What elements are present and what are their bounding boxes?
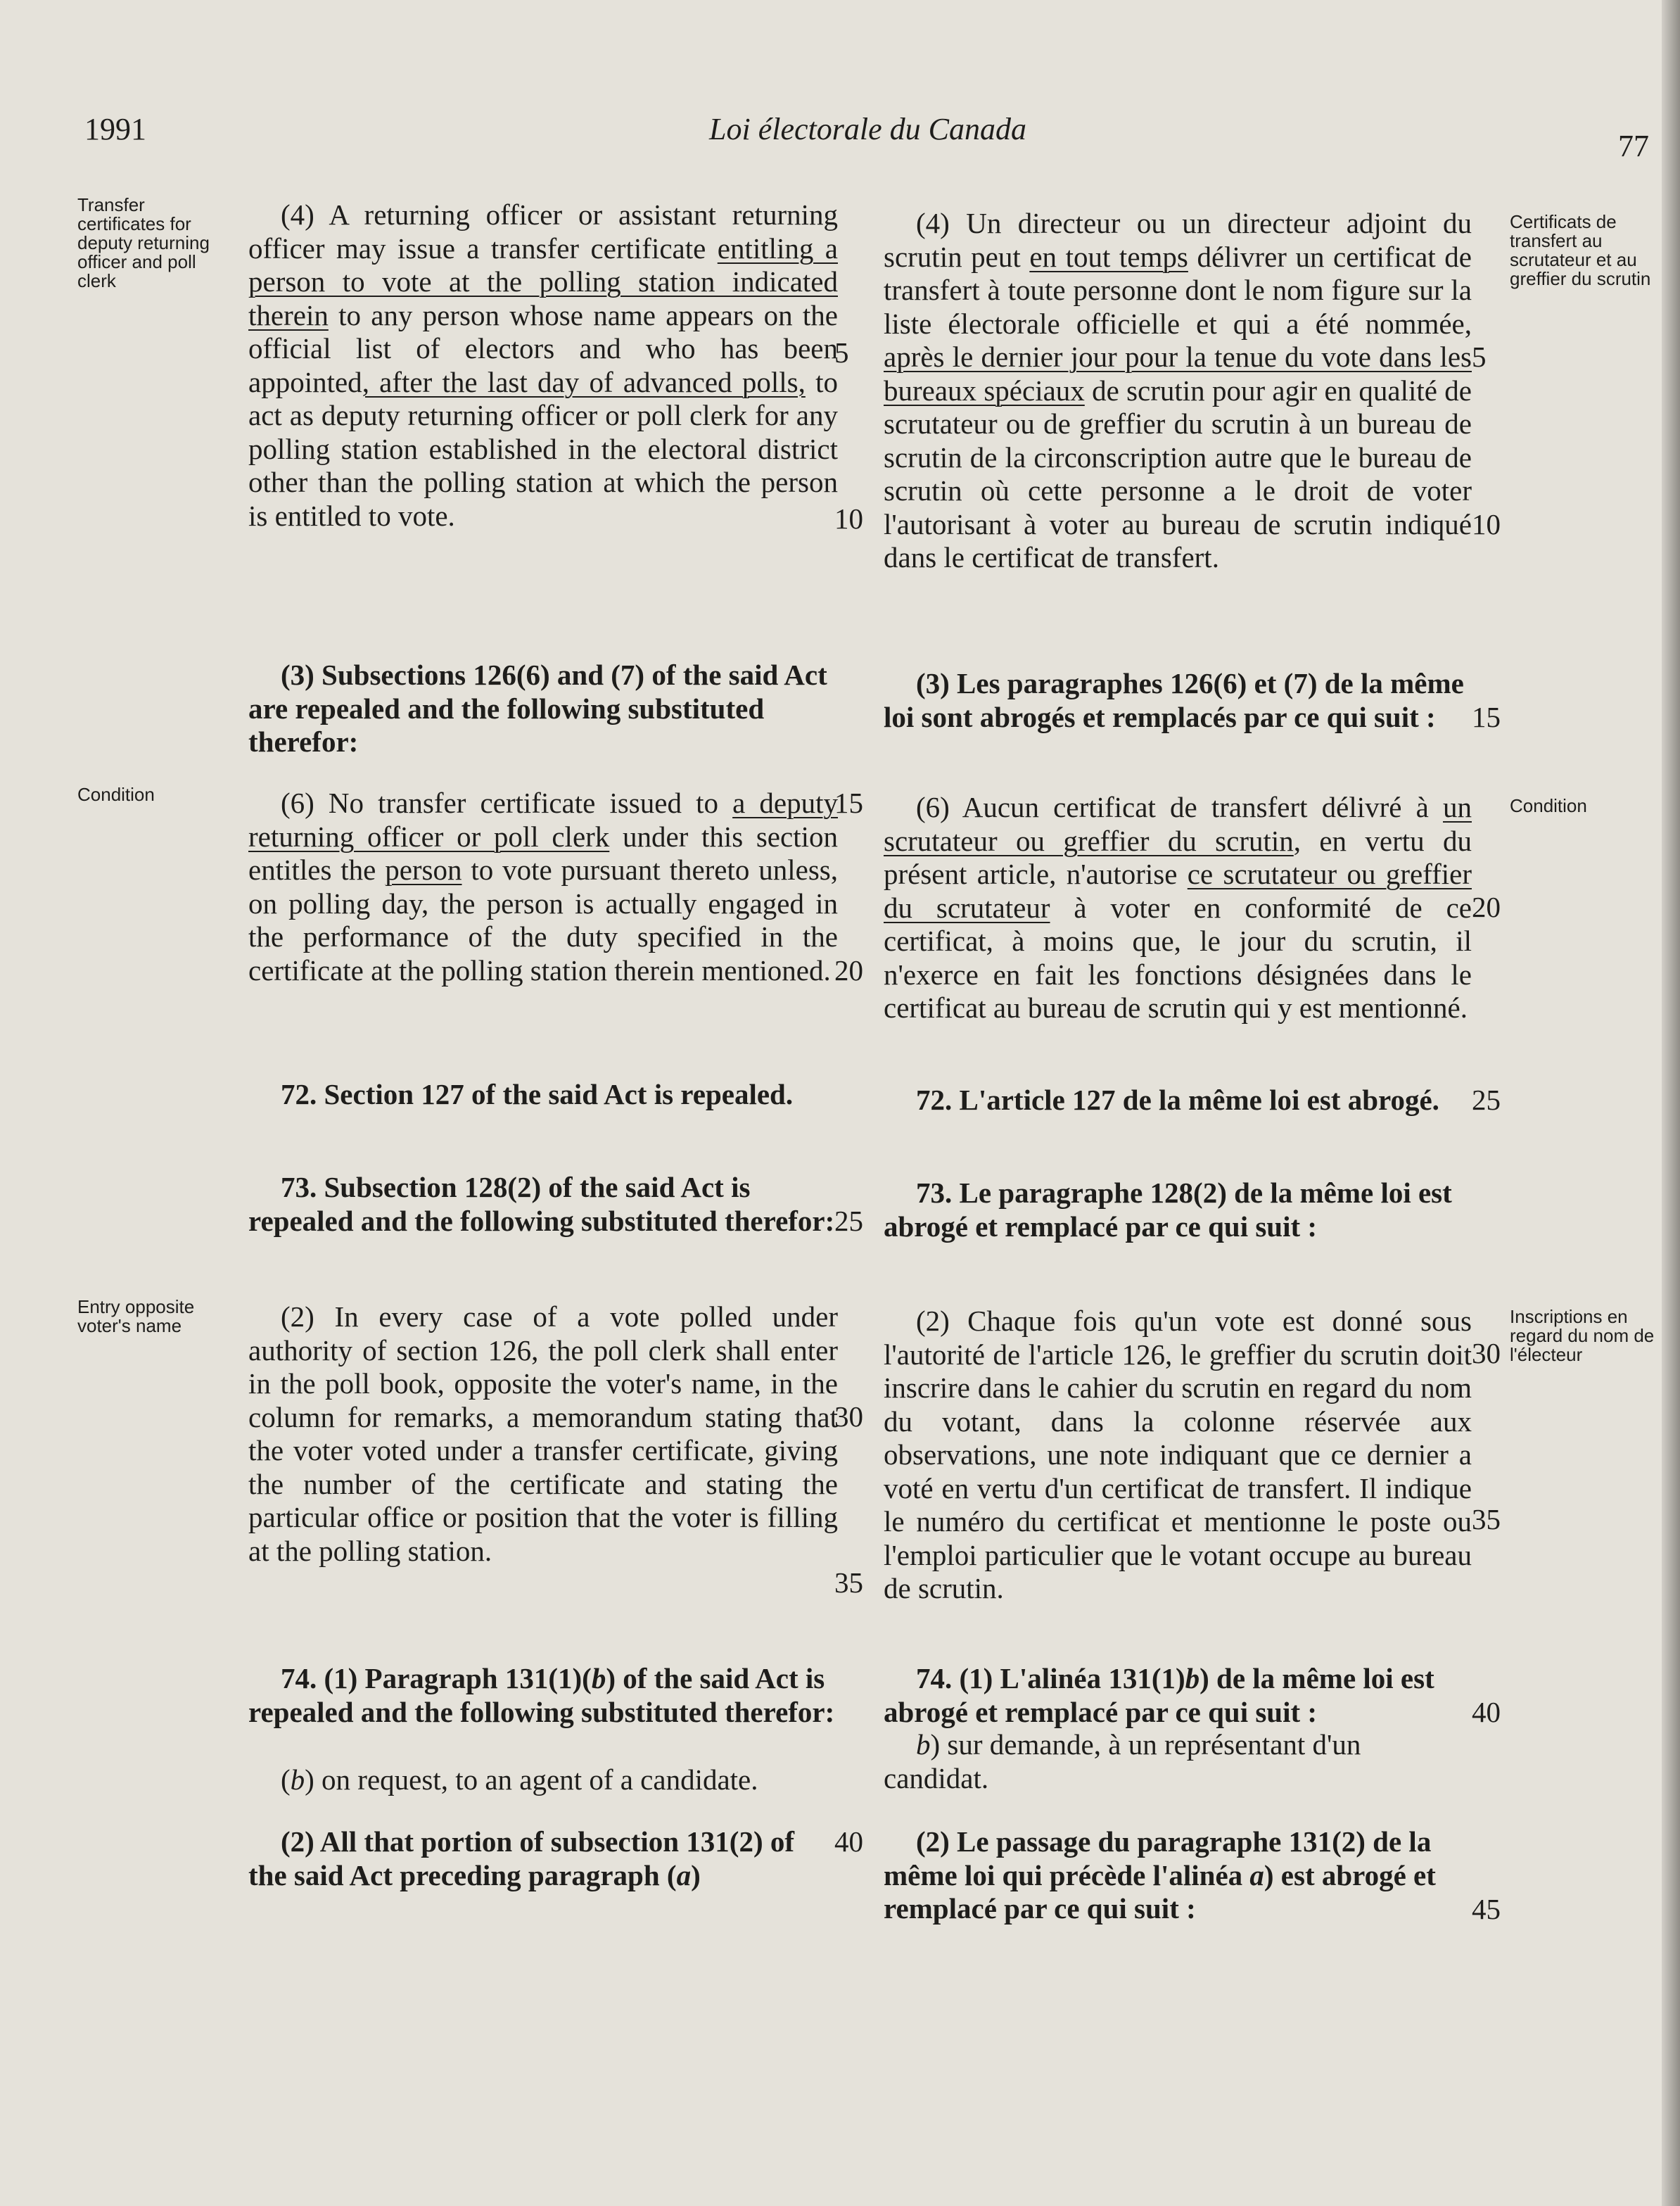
margin-note-inscriptions: Inscriptions en regard du nom de l'électeur [1510,1306,1655,1365]
page-number: 77 [1618,129,1649,163]
fr-amendment-126: (3) Les paragraphes 126(6) et (7) de la même loi sont abrogés et remplacés par ce qui suit : [884,667,1464,733]
line-number: 15 [1472,701,1501,733]
margin-note-entry-opposite-name: Entry opposite voter's name [77,1296,195,1336]
line-number: 30 [1472,1337,1501,1369]
line-number: 35 [1472,1503,1501,1535]
en-section-72: 72. Section 127 of the said Act is repealed. [281,1078,794,1110]
fr-subsection-128-2: (2) Chaque fois qu'un vote est donné sous l'autorité de l'article 126, le greffier du scrutin doit inscrire dans le cahier du scrutin en regard du nom du votant, dans la colonne réservée aux observations, une note indiquant que ce dernier a voté en vertu d'un certificat de transfert. Il indique le numéro du certificat et mentionne le poste ou l'emploi particulier que le votant occupe au bureau de scrutin. [884,1305,1472,1604]
line-number: 30 [834,1400,863,1433]
en-subsection-128-2: (2) In every case of a vote polled under authority of section 126, the poll clerk shall enter in the poll book, opposite the voter's name, in the column for remarks, a memorandum stating that the voter voted under a transfer certificate, giving the number of the certificate and stating the particular office or position that the voter is filling at the polling station. [248,1300,838,1567]
fr-subsection-4: (4) Un directeur ou un directeur adjoint du scrutin peut en tout temps délivrer un certificat de transfert à toute personne dont le nom figure sur la liste électorale officielle et qui a été nommée, après le dernier jour pour la tenue du vote dans les bureaux spéciaux de scrutin pour agir en qualité de scrutateur ou de greffier du scrutin à un bureau de scrutin de la circonscription autre que le bureau de scrutin où cette personne a le droit de voter l'autorisant à voter au bureau de scrutin indiqué dans le certificat de transfert. [884,207,1472,573]
fr-paragraph-b: b) sur demande, à un représentant d'un candidat. [884,1728,1361,1794]
margin-note-transfer-certificates: Transfer certificates for deputy returning officer and poll clerk [77,194,210,291]
line-number: 45 [1472,1893,1501,1925]
line-number: 10 [834,502,863,535]
fr-section-72: 72. L'article 127 de la même loi est abrogé. [916,1084,1439,1116]
line-number: 10 [1472,508,1501,540]
line-number: 15 [834,787,863,819]
line-number: 40 [1472,1696,1501,1728]
en-paragraph-b: (b) on request, to an agent of a candidate. [281,1763,758,1796]
margin-note-certificats-transfert: Certificats de transfert au scrutateur et au greffier du scrutin [1510,211,1651,289]
line-number: 40 [834,1825,863,1858]
margin-note-condition-fr: Condition [1510,795,1587,816]
en-subsection-131-2: (2) All that portion of subsection 131(2) of the said Act preceding paragraph (a) [248,1825,795,1891]
line-number: 20 [1472,891,1501,923]
line-number: 5 [1472,341,1487,373]
fr-section-73: 73. Le paragraphe 128(2) de la même loi est abrogé et remplacé par ce qui suit : [884,1177,1452,1243]
header-title: Loi électorale du Canada [709,112,1026,146]
en-section-74: 74. (1) Paragraph 131(1)(b) of the said Act is repealed and the following substituted therefor: [248,1662,835,1728]
page-edge [1662,0,1680,2206]
line-number: 35 [834,1566,863,1599]
en-amendment-126: (3) Subsections 126(6) and (7) of the said Act are repealed and the following substituted therefor: [248,659,827,758]
fr-section-74: 74. (1) L'alinéa 131(1)b) de la même loi est abrogé et remplacé par ce qui suit : [884,1662,1434,1728]
header-year: 1991 [84,112,146,146]
line-number: 5 [834,336,849,369]
en-subsection-4: (4) A returning officer or assistant returning officer may issue a transfer certificate entitling a person to vote at the polling station indicated therein to any person whose name appears on the official list of electors and who has been appointed, after the last day of advanced polls, to act as deputy returning officer or poll clerk for any polling station established in the electoral district other than the polling station at which the person is entitled to vote. [248,198,838,532]
margin-note-condition: Condition [77,784,155,805]
en-subsection-6: (6) No transfer certificate issued to a deputy returning officer or poll clerk under this section entitles the person to vote pursuant thereto unless, on polling day, the person is actually engaged in the performance of the duty specified in the certificate at the polling station therein mentioned. [248,787,838,987]
line-number: 20 [834,954,863,987]
fr-subsection-131-2: (2) Le passage du paragraphe 131(2) de la même loi qui précède l'alinéa a) est abrogé et remplacé par ce qui suit : [884,1825,1436,1925]
en-section-73: 73. Subsection 128(2) of the said Act is repealed and the following substituted therefor: [248,1171,835,1237]
fr-subsection-6: (6) Aucun certificat de transfert délivré à un scrutateur ou greffier du scrutin, en vertu du présent article, n'autorise ce scrutateur ou greffier du scrutateur à voter en conformité de ce certificat, à moins que, le jour du scrutin, il n'exerce en fait les fonctions désignées dans le certificat au bureau de scrutin qui y est mentionné. [884,791,1472,1024]
line-number: 25 [834,1205,863,1237]
line-number: 25 [1472,1084,1501,1116]
